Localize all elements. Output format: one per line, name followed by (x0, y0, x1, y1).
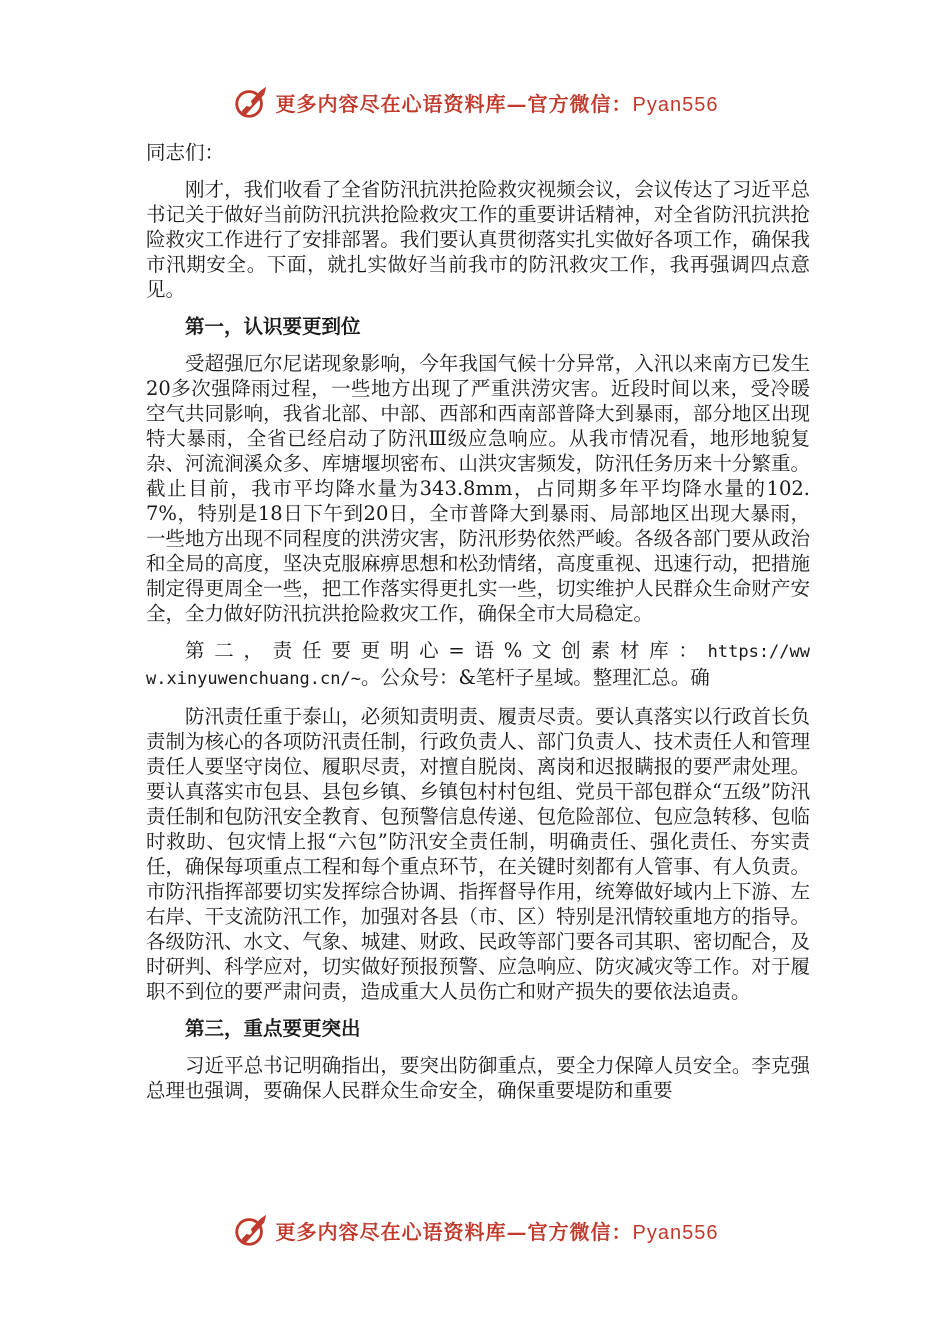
banner-wechat-id-footer: Pyan556 (632, 1221, 719, 1244)
section1-paragraph: 受超强厄尔尼诺现象影响，今年我国气候十分异常，入汛以来南方已发生20多次强降雨过程，一些地方出现了严重洪涝灾害。近段时间以来，受冷暖空气共同影响，我省北部、中部、西部和西南部普降大到暴雨，部分地区出现特大暴雨，全省已经启动了防汛Ⅲ级应急响应。从我市情况看，地形地貌复杂、河流涧溪众多、库塘堰坝密布、山洪灾害频发，防汛任务历来十分繁重。截止目前，我市平均降水量为343.8mm，占同期多年平均降水量的102.7%，特别是18日下午到20日，全市普降大到暴雨、局部地区出现大暴雨，一些地方出现不同程度的洪涝灾害，防汛形势依然严峻。各级各部门要从政治和全局的高度，坚决克服麻痹思想和松劲情绪，高度重视、迅速行动，把措施制定得更周全一些，把工作落实得更扎实一些，切实维护人民群众生命财产安全，全力做好防汛抗洪抢险救灾工作，确保全市大局稳定。 (146, 352, 810, 625)
section3-heading: 第三，重点要更突出 (185, 1017, 361, 1040)
section2-heading-tail: 。公众号：&笔杆子星域。整理汇总。确 (360, 666, 710, 689)
banner-text-footer (276, 1216, 719, 1245)
banner-wechat-id: Pyan556 (632, 93, 719, 116)
banner-text (276, 88, 719, 117)
section2-heading (146, 638, 810, 692)
footer-banner (0, 1208, 950, 1252)
section2-url: https://www.xinyuwenchuang.cn/~ (146, 642, 810, 689)
section2-heading-text: 第二，责任要更明心=语%文创素材库： (185, 639, 708, 662)
pen-in-circle-logo-icon (232, 83, 270, 121)
pen-in-circle-logo-icon (232, 1211, 270, 1249)
section2-paragraph: 防汛责任重于泰山，必须知责明责、履责尽责。要认真落实以行政首长负责制为核心的各项防汛责任制，行政负责人、部门负责人、技术责任人和管理责任人要坚守岗位、履职尽责，对擅自脱岗、离岗和迟报瞒报的要严肃处理。要认真落实市包县、县包乡镇、乡镇包村村包组、党员干部包群众“五级”防汛责任制和包防汛安全教育、包预警信息传递、包危险部位、包应急转移、包临时救助、包灾情上报“六包”防汛安全责任制，明确责任、强化责任、夯实责任，确保每项重点工程和每个重点环节，在关键时刻都有人管事、有人负责。市防汛指挥部要切实发挥综合协调、指挥督导作用，统筹做好域内上下游、左右岸、干支流防汛工作，加强对各县（市、区）特别是汛情较重地方的指导。各级防汛、水文、气象、城建、财政、民政等部门要各司其职、密切配合，及时研判、科学应对，切实做好预报预警、应急响应、防灾减灾等工作。对于履职不到位的要严肃问责，造成重大人员伤亡和财产损失的要依法追责。 (146, 705, 810, 1003)
header-banner (0, 80, 950, 124)
section1-heading: 第一，认识要更到位 (185, 315, 361, 338)
banner-label-footer: 更多内容尽在心语资料库—官方微信： (275, 1219, 633, 1244)
salutation: 同志们： (146, 141, 225, 164)
section3-paragraph: 习近平总书记明确指出，要突出防御重点，要全力保障人员安全。李克强总理也强调，要确保人民群众生命安全，确保重要堤防和重要 (146, 1054, 810, 1102)
document-body (146, 140, 810, 1115)
banner-label: 更多内容尽在心语资料库—官方微信： (275, 91, 633, 116)
intro-paragraph: 刚才，我们收看了全省防汛抗洪抢险救灾视频会议，会议传达了习近平总书记关于做好当前防汛抗洪抢险救灾工作的重要讲话精神，对全省防汛抗洪抢险救灾工作进行了安排部署。我们要认真贯彻落实扎实做好各项工作，确保我市汛期安全。下面，就扎实做好当前我市的防汛救灾工作，我再强调四点意见。 (146, 178, 810, 301)
